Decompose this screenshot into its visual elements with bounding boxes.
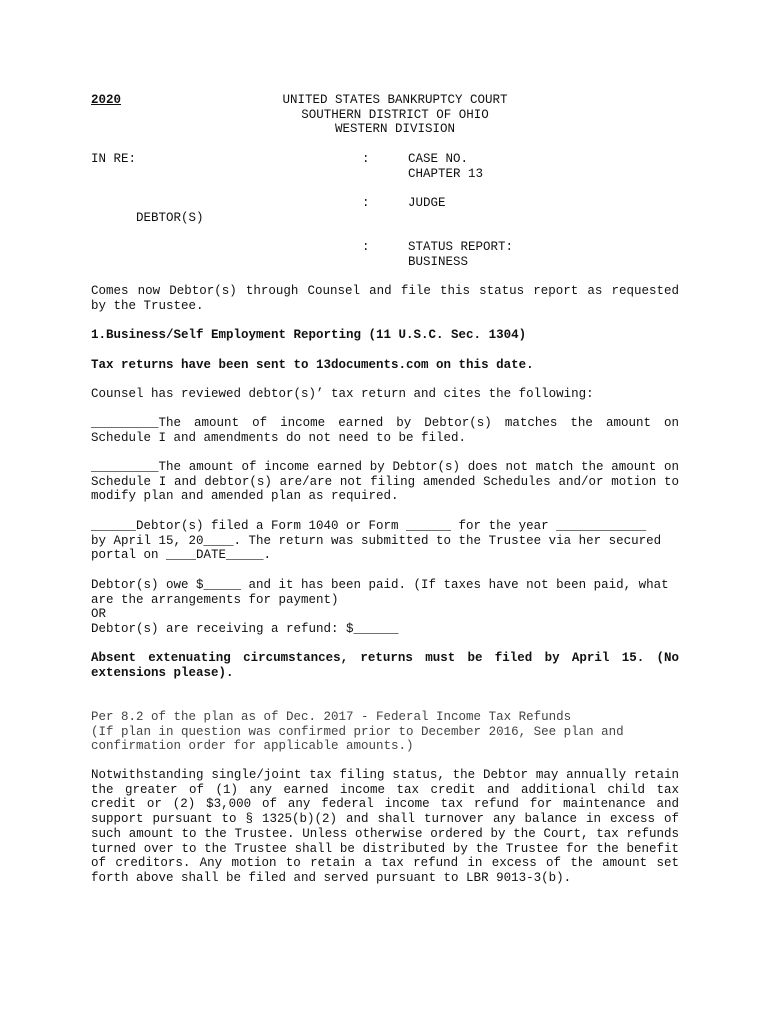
intro-paragraph: Comes now Debtor(s) through Counsel and file this status report as requested by the Trustee. <box>91 284 679 313</box>
form-1040-filed-paragraph: ______Debtor(s) filed a Form 1040 or Form ______ for the year ____________ by April 15, 20____. The return was submitted to the Trustee via her secured portal on ____DATE_____. <box>91 519 662 563</box>
judge-label: JUDGE <box>408 196 446 210</box>
tax-returns-sent-notice: Tax returns have been sent to 13documents.com on this date. <box>91 358 534 372</box>
court-header <box>230 93 560 137</box>
filing-deadline-notice: Absent extenuating circumstances, returns must be filed by April 15. (No extensions please). <box>91 651 679 680</box>
court-district: SOUTHERN DISTRICT OF OHIO <box>301 107 489 122</box>
case-number-label: CASE NO. <box>408 152 469 166</box>
debtors-label: DEBTOR(S) <box>136 211 204 225</box>
refund-retention-paragraph: Notwithstanding single/joint tax filing status, the Debtor may annually retain the greater of (1) any earned income tax credit and additional child tax credit or (2) $3,000 of any federal income tax refund for maintenance and support pursuant to § 1325(b)(2) and shall turnover any balance in excess of such amount to the Trustee. Unless otherwise ordered by the Court, tax refunds turned over to the Trustee shall be distributed by the Trustee for the benefit of creditors. Any motion to retain a tax refund in excess of the amount set forth above shall be filed and served pursuant to LBR 9013-3(b). <box>91 768 679 885</box>
income-not-match-option: _________The amount of income earned by Debtor(s) does not match the amount on Schedule I and debtor(s) are/are not filing amended Schedules and/or motion to modify plan and amended plan as required. <box>91 460 679 504</box>
caption-colon: : <box>362 196 370 210</box>
caption-colon: : <box>362 152 370 166</box>
court-name: UNITED STATES BANKRUPTCY COURT <box>282 93 508 107</box>
section-heading-business: 1.Business/Self Employment Reporting (11 U.S.C. Sec. 1304) <box>91 328 527 342</box>
business-label: BUSINESS <box>408 255 469 269</box>
chapter-label: CHAPTER 13 <box>408 167 484 181</box>
document-year: 2020 <box>91 93 122 107</box>
counsel-review-paragraph: Counsel has reviewed debtor(s)’ tax return and cites the following: <box>91 387 594 401</box>
taxes-owed-refund-paragraph: Debtor(s) owe $_____ and it has been paid. (If taxes have not been paid, what are the arrangements for payment) OR Debtor(s) are receiving a refund: $______ <box>91 578 669 637</box>
caption-colon: : <box>362 240 370 254</box>
in-re-label: IN RE: <box>91 152 137 166</box>
status-report-label: STATUS REPORT: <box>408 240 514 254</box>
court-division: WESTERN DIVISION <box>334 122 456 137</box>
plan-section-reference: Per 8.2 of the plan as of Dec. 2017 - Federal Income Tax Refunds (If plan in question was confirmed prior to December 2016, See plan and confirmation order for applicable amounts.) <box>91 710 624 754</box>
income-matches-option: _________The amount of income earned by Debtor(s) matches the amount on Schedule I and amendments do not need to be filed. <box>91 416 679 445</box>
